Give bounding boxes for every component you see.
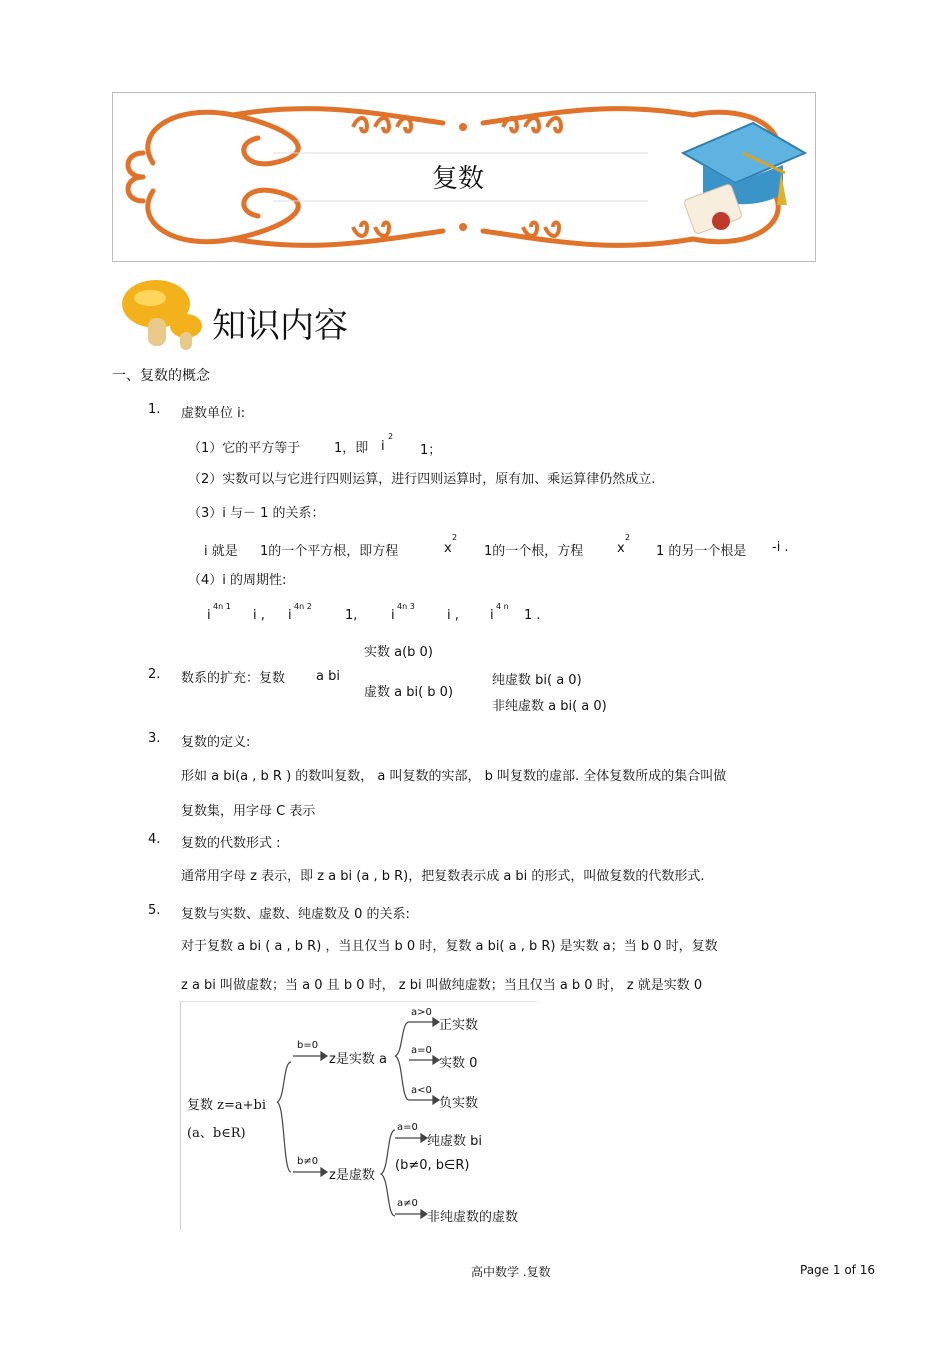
diagram-label: a≠0 — [397, 1198, 418, 1209]
math-expression: a bi — [316, 669, 340, 684]
text-line: 1，即 — [334, 441, 369, 456]
math-value: i , — [447, 608, 459, 623]
item-number: 4. — [148, 832, 161, 847]
diagram-label: a<0 — [411, 1085, 432, 1096]
diagram-root-condition: (a、b∈R) — [187, 1126, 246, 1141]
superscript: 2 — [388, 432, 394, 441]
item-number: 2. — [148, 667, 161, 682]
diagram-nonpure: 非纯虚数的虚数 — [427, 1210, 519, 1225]
math-i: i — [391, 608, 395, 623]
text-line: 对于复数 a bi ( a , b R) ，当且仅当 b 0 时，复数 a bi( a , b R) 是实数 a；当 b 0 时，复数 — [181, 939, 718, 954]
diagram-imag-node: z是虚数 — [329, 1168, 375, 1183]
item-heading: 复数的代数形式 : — [181, 836, 281, 851]
superscript: 4n 2 — [294, 602, 312, 611]
mushroom-icon — [120, 274, 210, 354]
pure-imaginary-branch: 纯虚数 bi( a 0) — [492, 673, 582, 688]
diagram-condition: (b≠0, b∈R) — [395, 1158, 470, 1173]
real-branch: 实数 a(b 0) — [364, 645, 433, 660]
diagram-label: a=0 — [411, 1045, 432, 1056]
math-x: x — [444, 541, 452, 556]
math-i: i — [288, 608, 292, 623]
text-line: 1的一个平方根，即方程 — [260, 544, 399, 559]
text-line: 形如 a bi(a , b R ) 的数叫复数， a 叫复数的实部， b 叫复数的虚部. 全体复数所成的集合叫做 — [181, 769, 727, 784]
math-i: i — [207, 608, 211, 623]
item-number: 5. — [148, 903, 161, 918]
diagram-label: a=0 — [397, 1122, 418, 1133]
text-line: 通常用字母 z 表示，即 z a bi (a , b R)，把复数表示成 a bi 的形式，叫做复数的代数形式. — [181, 869, 705, 884]
item-number: 1. — [148, 402, 161, 417]
superscript: 4 n — [496, 602, 509, 611]
diagram-negative: 负实数 — [439, 1096, 479, 1111]
diagram-pure: 纯虚数 bi — [427, 1134, 482, 1149]
diagram-label: a>0 — [411, 1007, 432, 1018]
footer-title: 高中数学 .复数 — [471, 1265, 551, 1279]
diagram-label: b=0 — [297, 1040, 319, 1051]
text-line: 1 的另一个根是 — [656, 544, 747, 559]
text-line: （2）实数可以与它进行四则运算，进行四则运算时，原有加、乘运算律仍然成立. — [188, 472, 656, 487]
text-line: （3）i 与－ 1 的关系： — [188, 506, 325, 521]
superscript: 2 — [452, 533, 458, 542]
text-line: 1的一个根，方程 — [484, 544, 584, 559]
diagram-positive: 正实数 — [439, 1018, 479, 1033]
item-heading: 复数的定义: — [181, 735, 251, 750]
math-i: i — [381, 439, 385, 454]
math-value: 1 . — [524, 608, 541, 623]
math-value: 1, — [345, 608, 358, 623]
heading-concept: 一、复数的概念 — [112, 368, 210, 384]
text-line: i 就是 — [204, 544, 238, 559]
math-i: i — [490, 608, 494, 623]
text-line: -i . — [772, 540, 789, 555]
text-line: （4）i 的周期性: — [188, 573, 287, 588]
diagram-label: b≠0 — [297, 1156, 319, 1167]
superscript: 2 — [625, 533, 631, 542]
math-value: i , — [253, 608, 265, 623]
section-title: 知识内容 — [212, 306, 348, 346]
imaginary-branch: 虚数 a bi( b 0) — [364, 685, 454, 700]
superscript: 4n 1 — [213, 602, 231, 611]
item-heading: 复数与实数、虚数、纯虚数及 0 的关系: — [181, 907, 410, 922]
item-number: 3. — [148, 731, 161, 746]
banner-title: 复数 — [432, 164, 485, 194]
non-pure-imaginary-branch: 非纯虚数 a bi( a 0) — [492, 699, 607, 714]
diagram-zero: 实数 0 — [439, 1056, 478, 1071]
superscript: 4n 3 — [397, 602, 415, 611]
text-line: （1）它的平方等于 — [188, 441, 301, 456]
text-line: 复数集，用字母 C 表示 — [181, 804, 316, 819]
text-line: 1； — [420, 443, 442, 458]
page-number: Page 1 of 16 — [800, 1263, 875, 1277]
math-x: x — [617, 541, 625, 556]
item-heading: 虚数单位 i: — [181, 406, 246, 421]
text-line: z a bi 叫做虚数；当 a 0 且 b 0 时， z bi 叫做纯虚数；当且仅当 a b 0 时， z 就是实数 0 — [181, 978, 703, 993]
diagram-real-node: z是实数 a — [329, 1052, 387, 1067]
graduation-cap-icon — [673, 113, 813, 253]
item-heading: 数系的扩充：复数 — [181, 671, 286, 686]
classification-diagram — [180, 1001, 537, 1230]
diagram-root: 复数 z=a+bi — [187, 1098, 266, 1113]
